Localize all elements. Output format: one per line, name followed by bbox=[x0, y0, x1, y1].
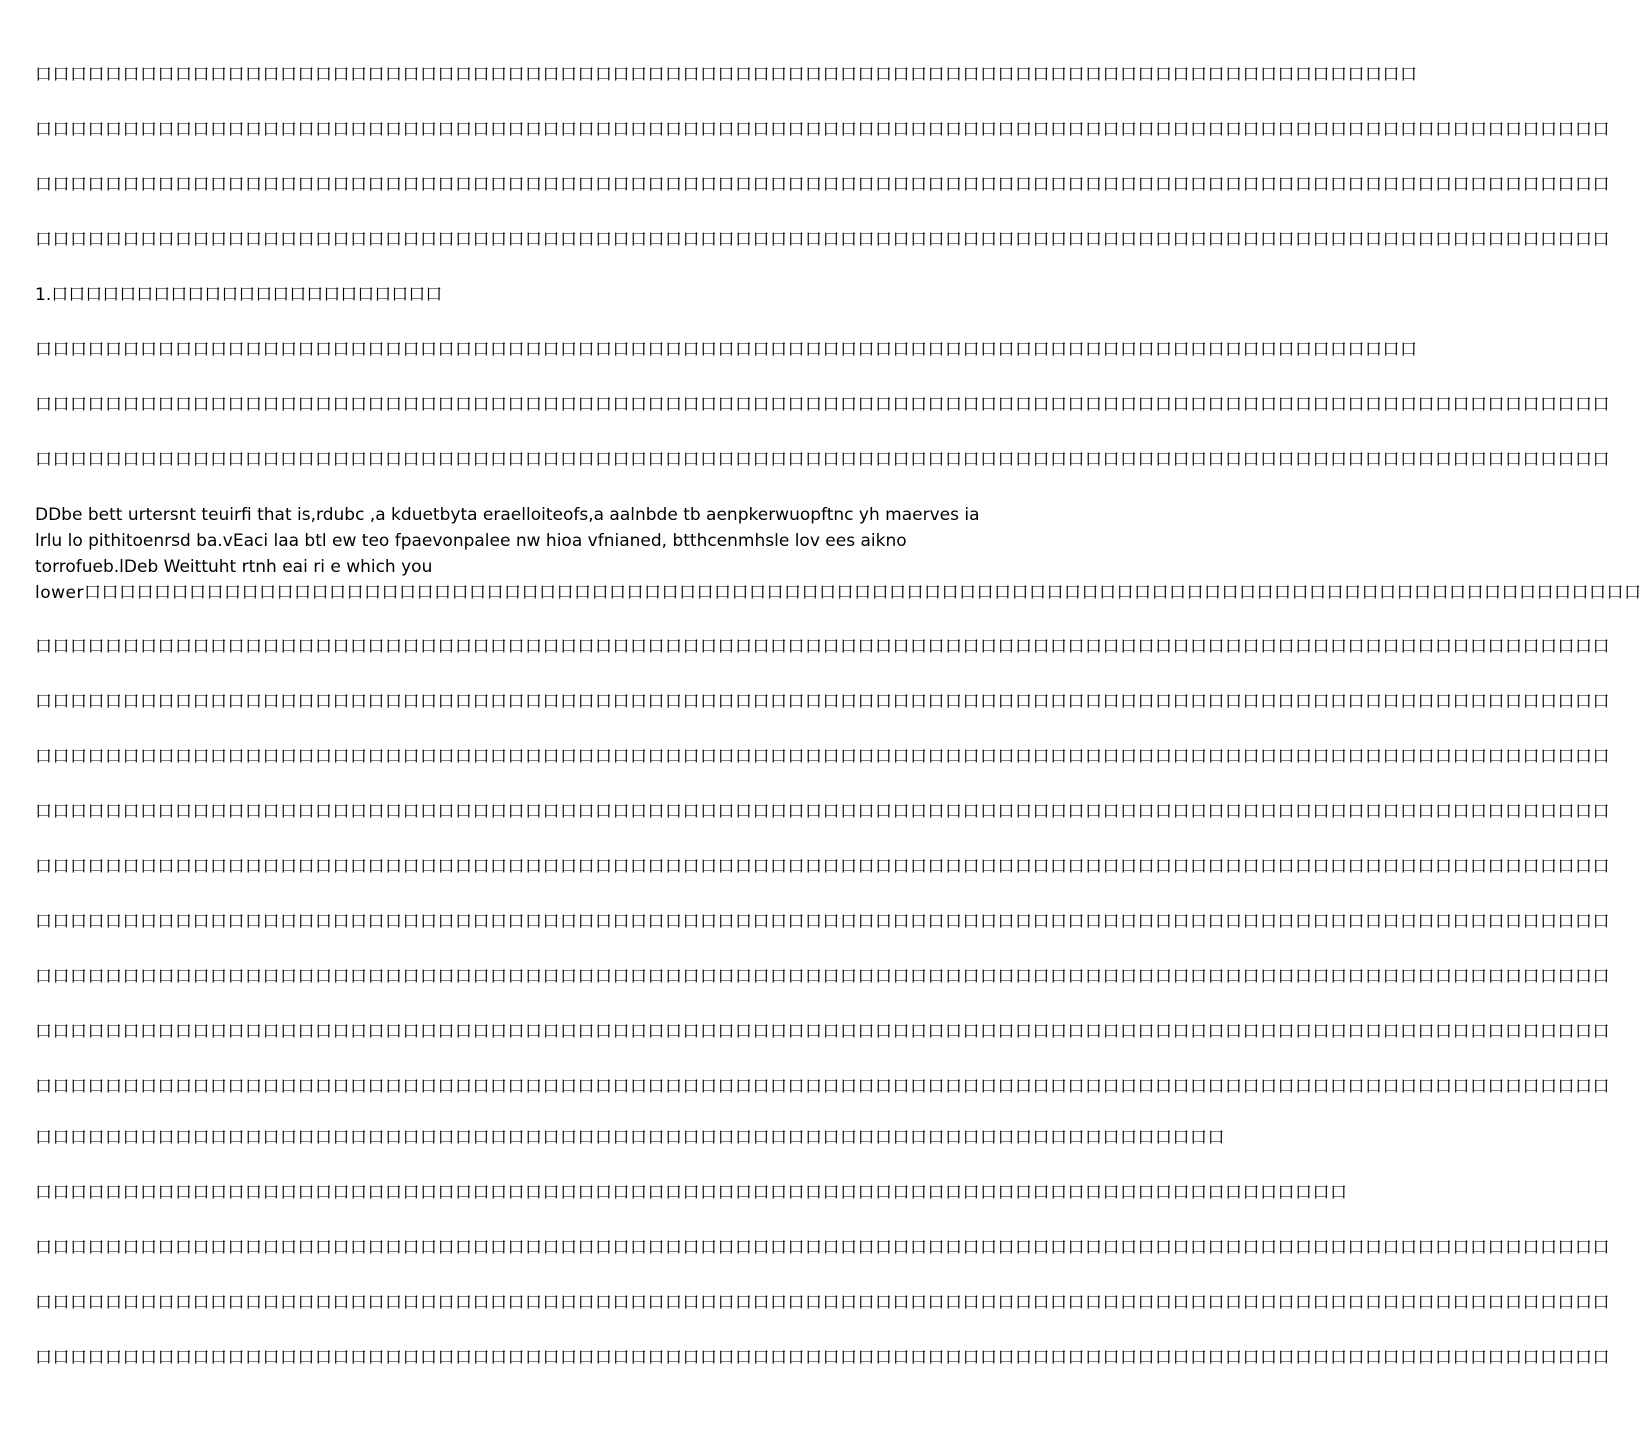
text-line-21: 口口口口口口口口口口口口口口口口口口口口口口口口口口口口口口口口口口口口口口口口口口口口口口口口口口口口口口口口口口口口口口口口口口口口口口口口口口口口口口口口口口口口口口口口口口 bbox=[35, 1238, 1610, 1258]
text-line-15: 口口口口口口口口口口口口口口口口口口口口口口口口口口口口口口口口口口口口口口口口口口口口口口口口口口口口口口口口口口口口口口口口口口口口口口口口口口口口口口口口口口口口口口口口口口 bbox=[35, 912, 1610, 932]
text-line-16: 口口口口口口口口口口口口口口口口口口口口口口口口口口口口口口口口口口口口口口口口口口口口口口口口口口口口口口口口口口口口口口口口口口口口口口口口口口口口口口口口口口口口口口口口口口 bbox=[35, 967, 1610, 987]
mixed-paragraph-text: DDbe bett urtersnt teuirfi that is,rdubc ,a kduetbyta eraelloiteofs,a aalnbde tb aenpkerwuopftnc yh maerves ia lrlu lo pithitoenrsd ba.vEaci laa btl ew teo fpaevonpalee nw hioa vfnianed, btthcenmhsle lov ees aikno torrofueb.lDeb Weittuht rtnh eai ri e which you bbox=[35, 505, 980, 577]
text-line-17: 口口口口口口口口口口口口口口口口口口口口口口口口口口口口口口口口口口口口口口口口口口口口口口口口口口口口口口口口口口口口口口口口口口口口口口口口口口口口口口口口口口口口口口口口口口 bbox=[35, 1022, 1610, 1042]
mixed-paragraph bbox=[35, 502, 1641, 606]
text-line-20: 口口口口口口口口口口口口口口口口口口口口口口口口口口口口口口口口口口口口口口口口口口口口口口口口口口口口口口口口口口口口口口口口口口口口口口口口口口口 bbox=[35, 1183, 1348, 1203]
text-line-1: 口口口口口口口口口口口口口口口口口口口口口口口口口口口口口口口口口口口口口口口口口口口口口口口口口口口口口口口口口口口口口口口口口口口口口口口口口口口口口口口 bbox=[35, 65, 1418, 85]
text-line-8: 口口口口口口口口口口口口口口口口口口口口口口口口口口口口口口口口口口口口口口口口口口口口口口口口口口口口口口口口口口口口口口口口口口口口口口口口口口口口口口口口口口口口口口口口口口 bbox=[35, 450, 1610, 470]
text-line-18: 口口口口口口口口口口口口口口口口口口口口口口口口口口口口口口口口口口口口口口口口口口口口口口口口口口口口口口口口口口口口口口口口口口口口口口口口口口口口口口口口口口口口口口口口口口 bbox=[35, 1077, 1610, 1097]
text-line-3: 口口口口口口口口口口口口口口口口口口口口口口口口口口口口口口口口口口口口口口口口口口口口口口口口口口口口口口口口口口口口口口口口口口口口口口口口口口口口口口口口口口口口口口口口口口 bbox=[35, 175, 1610, 195]
text-line-22: 口口口口口口口口口口口口口口口口口口口口口口口口口口口口口口口口口口口口口口口口口口口口口口口口口口口口口口口口口口口口口口口口口口口口口口口口口口口口口口口口口口口口口口口口口口 bbox=[35, 1293, 1610, 1313]
section-heading: 1.口口口口口口口口口口口口口口口口口口口口口口口 bbox=[35, 285, 443, 305]
text-line-19: 口口口口口口口口口口口口口口口口口口口口口口口口口口口口口口口口口口口口口口口口口口口口口口口口口口口口口口口口口口口口口口口口口口口口 bbox=[35, 1128, 1225, 1148]
text-line-14: 口口口口口口口口口口口口口口口口口口口口口口口口口口口口口口口口口口口口口口口口口口口口口口口口口口口口口口口口口口口口口口口口口口口口口口口口口口口口口口口口口口口口口口口口口口 bbox=[35, 857, 1610, 877]
text-line-12: 口口口口口口口口口口口口口口口口口口口口口口口口口口口口口口口口口口口口口口口口口口口口口口口口口口口口口口口口口口口口口口口口口口口口口口口口口口口口口口口口口口口口口口口口口口 bbox=[35, 747, 1610, 767]
text-line-6: 口口口口口口口口口口口口口口口口口口口口口口口口口口口口口口口口口口口口口口口口口口口口口口口口口口口口口口口口口口口口口口口口口口口口口口口口口口口口口口口 bbox=[35, 340, 1418, 360]
text-line-13: 口口口口口口口口口口口口口口口口口口口口口口口口口口口口口口口口口口口口口口口口口口口口口口口口口口口口口口口口口口口口口口口口口口口口口口口口口口口口口口口口口口口口口口口口口口 bbox=[35, 802, 1610, 822]
text-line-10: 口口口口口口口口口口口口口口口口口口口口口口口口口口口口口口口口口口口口口口口口口口口口口口口口口口口口口口口口口口口口口口口口口口口口口口口口口口口口口口口口口口口口口口口口口口 bbox=[35, 637, 1610, 657]
text-line-4: 口口口口口口口口口口口口口口口口口口口口口口口口口口口口口口口口口口口口口口口口口口口口口口口口口口口口口口口口口口口口口口口口口口口口口口口口口口口口口口口口口口口口口口口口口口 bbox=[35, 230, 1610, 250]
text-line-23: 口口口口口口口口口口口口口口口口口口口口口口口口口口口口口口口口口口口口口口口口口口口口口口口口口口口口口口口口口口口口口口口口口口口口口口口口口口口口口口口口口口口口口口口口口口 bbox=[35, 1348, 1610, 1368]
text-line-11: 口口口口口口口口口口口口口口口口口口口口口口口口口口口口口口口口口口口口口口口口口口口口口口口口口口口口口口口口口口口口口口口口口口口口口口口口口口口口口口口口口口口口口口口口口口 bbox=[35, 692, 1610, 712]
text-line-2: 口口口口口口口口口口口口口口口口口口口口口口口口口口口口口口口口口口口口口口口口口口口口口口口口口口口口口口口口口口口口口口口口口口口口口口口口口口口口口口口口口口口口口口口口口口 bbox=[35, 120, 1610, 140]
mixed-paragraph-tail: lower口口口口口口口口口口口口口口口口口口口口口口口口口口口口口口口口口口口口口口口口口口口口口口口口口口口口口口口口口口口口口口口口口口口口口口口口口口口口口口口口口口口口口口口口口 bbox=[35, 583, 1641, 603]
text-line-7: 口口口口口口口口口口口口口口口口口口口口口口口口口口口口口口口口口口口口口口口口口口口口口口口口口口口口口口口口口口口口口口口口口口口口口口口口口口口口口口口口口口口口口口口口口口 bbox=[35, 395, 1610, 415]
